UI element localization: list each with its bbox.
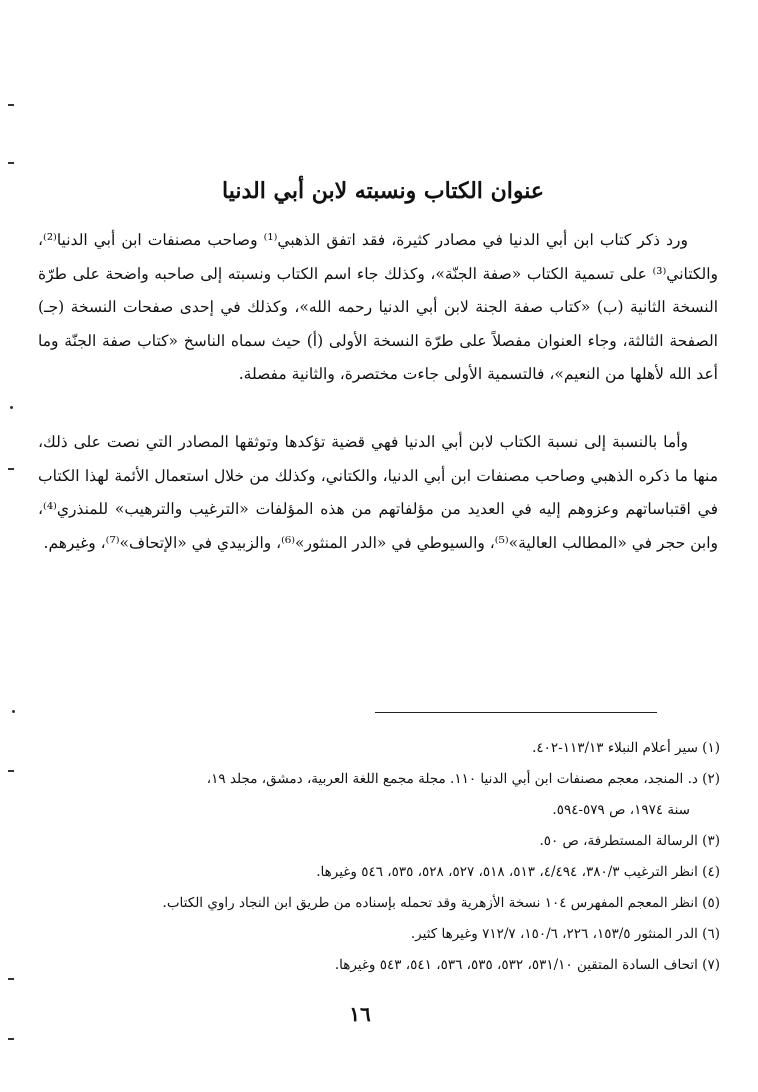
scan-mark bbox=[8, 468, 14, 470]
footnotes bbox=[20, 733, 720, 981]
scan-mark bbox=[8, 104, 14, 106]
paragraph-2 bbox=[38, 426, 718, 560]
footnote-4: (٤) انظر الترغيب ٣٨٠/٣، ٤/٤٩٤، ٥١٣، ٥١٨، ٥٢٧، ٥٢٨، ٥٣٥، ٥٤٦ وغيرها. bbox=[316, 864, 720, 880]
paragraph-2-text: وأما بالنسبة إلى نسبة الكتاب لابن أبي الدنيا فهي قضية تؤكدها وتوثقها المصادر التي نصت على ذلك، منها ما ذكره الذهبي وصاحب مصنفات ابن أبي الدنيا، والكتاني، وكذلك من خلال استعمال الأئمة لهذا الكتاب في اقتباساتهم وعزوهم إليه في العديد من مؤلفاتهم من هذه المؤلفات «الترغيب والترهيب» للمنذري⁽⁴⁾، وابن حجر في «المطالب العالية»⁽⁵⁾، والسيوطي في «الدر المنثور»⁽⁶⁾، والزبيدي في «الإتحاف»⁽⁷⁾، وغيرهم. bbox=[38, 433, 718, 552]
footnote-2-continuation: سنة ١٩٧٤، ص ٥٧٩-٥٩٤. bbox=[552, 802, 690, 818]
paragraph-1-text: ورد ذكر كتاب ابن أبي الدنيا في مصادر كثيرة، فقد اتفق الذهبي⁽¹⁾ وصاحب مصنفات ابن أبي الدنيا⁽²⁾، والكتاني⁽³⁾ على تسمية الكتاب «صفة الجنّة»، وكذلك جاء اسم الكتاب ونسبته إلى صاحبه واضحة على طرّة النسخة الثانية (ب) «كتاب صفة الجنة لابن أبي الدنيا رحمه الله»، وكذلك في إحدى صفحات النسخة (جـ) الصفحة الثالثة، وجاء العنوان مفصلاً على طرّة النسخة الأولى (أ) حيث سماه الناسخ «كتاب صفة الجنّة وما أعد الله لأهلها من النعيم»، فالتسمية الأولى جاءت مختصرة، والثانية مفصلة. bbox=[38, 231, 718, 383]
footnote-3: (٣) الرسالة المستطرفة، ص ٥٠. bbox=[539, 833, 720, 849]
footnote-7: (٧) اتحاف السادة المتقين ٥٣١/١٠، ٥٣٢، ٥٣٥، ٥٣٦، ٥٤١، ٥٤٣ وغيرها. bbox=[334, 957, 720, 973]
scan-mark bbox=[8, 770, 14, 772]
footnote-6: (٦) الدر المنثور ١٥٣/٥، ٢٢٦، ١٥٠/٦، ٧١٢/٧ وغيرها كثير. bbox=[410, 926, 720, 942]
footnote-divider bbox=[375, 712, 657, 713]
scan-mark bbox=[8, 162, 14, 164]
scan-mark bbox=[8, 1038, 14, 1040]
scan-mark bbox=[10, 406, 13, 409]
page-title: عنوان الكتاب ونسبته لابن أبي الدنيا bbox=[222, 178, 544, 204]
footnote-1: (١) سير أعلام النبلاء ١١٣/١٣-٤٠٢. bbox=[532, 740, 720, 756]
footnote-2: (٢) د. المنجد، معجم مصنفات ابن أبي الدنيا ١١٠. مجلة مجمع اللغة العربية، دمشق، مجلد ١٩، bbox=[206, 771, 720, 787]
footnote-5: (٥) انظر المعجم المفهرس ١٠٤ نسخة الأزهرية وقد تحمله بإسناده من طريق ابن النجاد راوي الكتاب. bbox=[162, 895, 720, 911]
paragraph-1 bbox=[38, 224, 718, 392]
scan-mark bbox=[12, 710, 15, 713]
page-number: ١٦ bbox=[349, 1002, 371, 1026]
scan-mark bbox=[8, 978, 14, 980]
